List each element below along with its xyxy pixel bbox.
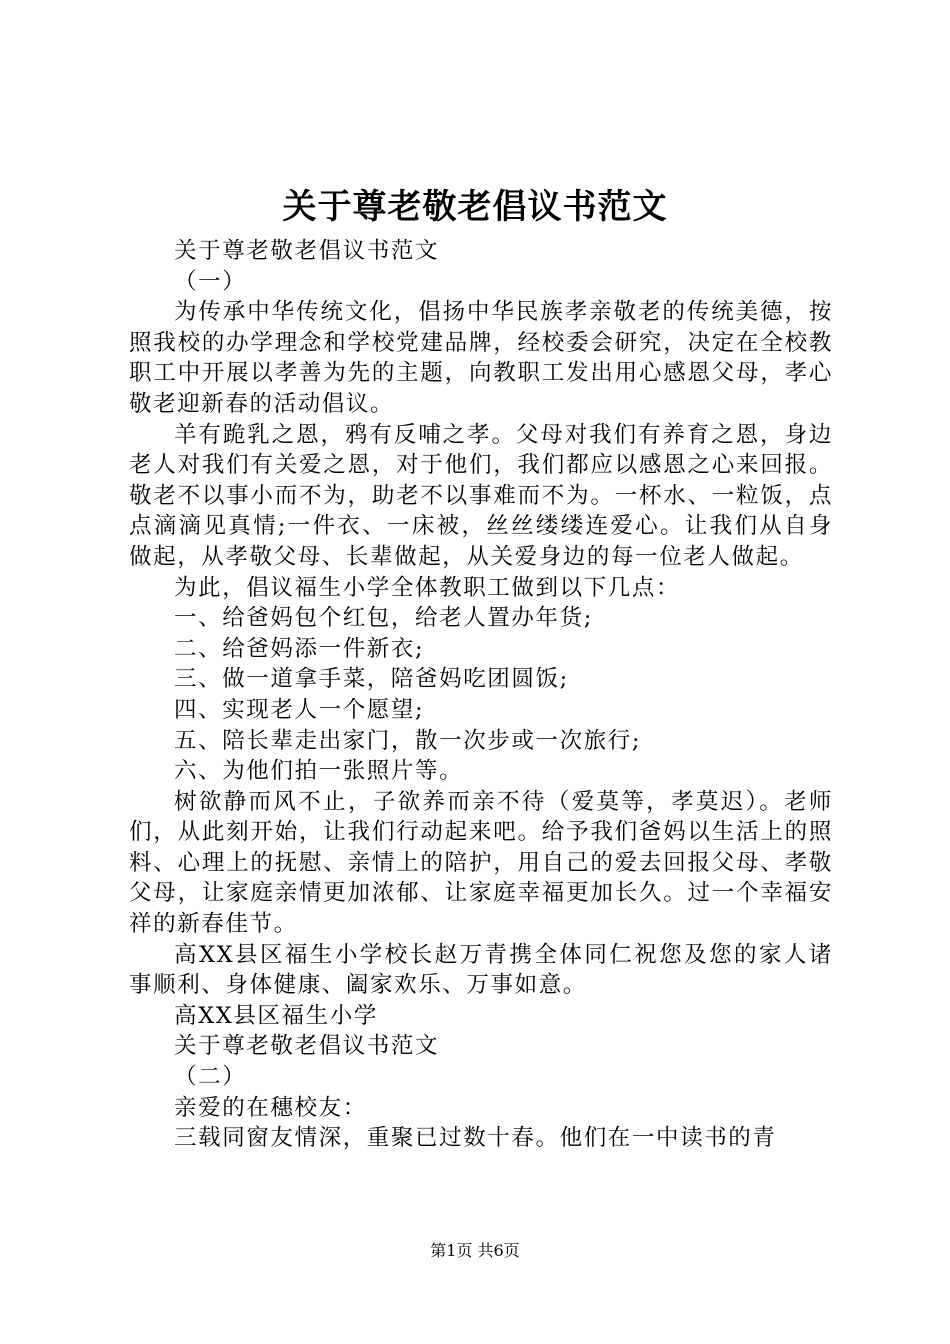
document-title: 关于尊老敬老倡议书范文 [282, 187, 668, 227]
paragraph-subtitle-1: 关于尊老敬老倡议书范文 [174, 238, 440, 264]
paragraph-blessing: 高XX县区福生小学校长赵万青携全体同仁祝您及您的家人诸事顺利、身体健康、阖家欢乐、万事如意。 [129, 941, 833, 999]
list-item: 一、给爸妈包个红包，给老人置办年货; [174, 605, 593, 632]
paragraph-letter-start: 三载同窗友情深，重聚已过数十春。他们在一中读书的青 [174, 1125, 777, 1152]
paragraph-salutation: 亲爱的在穗校友： [174, 1094, 367, 1121]
paragraph-gratitude: 羊有跪乳之恩，鸦有反哺之孝。父母对我们有养育之恩，身边老人对我们有关爱之恩，对于他们，我们都应以感恩之心来回报。敬老不以事小而不为，助老不以事难而不为。一杯水、一粒饭，点点滴滴见真情;一件衣、一床被，丝丝缕缕连爱心。让我们从自身做起，从孝敬父母、长辈做起，从关爱身边的每一位老人做起。 [129, 421, 833, 570]
list-item: 三、做一道拿手菜，陪爸妈吃团圆饭; [174, 666, 569, 693]
paragraph-signature: 高XX县区福生小学 [174, 1002, 378, 1029]
document-body [129, 236, 833, 1154]
paragraph-proposal: 为此，倡议福生小学全体教职工做到以下几点： [174, 574, 681, 601]
list-item: 六、为他们拍一张照片等。 [174, 758, 464, 785]
page-footer: 第1页 共6页 [430, 1241, 520, 1260]
list-item: 五、陪长辈走出家门，散一次步或一次旅行; [174, 727, 642, 754]
list-item: 二、给爸妈添一件新衣; [174, 635, 425, 662]
paragraph-call-to-action: 树欲静而风不止，子欲养而亲不待（爱莫等，孝莫迟）。老师们，从此刻开始，让我们行动起来吧。给予我们爸妈以生活上的照料、心理上的抚慰、亲情上的陪护，用自己的爱去回报父母、孝敬父母，让家庭亲情更加浓郁、让家庭幸福更加长久。过一个幸福安祥的新春佳节。 [129, 788, 833, 938]
paragraph-intro: 为传承中华传统文化，倡扬中华民族孝亲敬老的传统美德，按照我校的办学理念和学校党建品牌，经校委会研究，决定在全校教职工中开展以孝善为先的主题，向教职工发出用心感恩父母，孝心敬老迎新春的活动倡议。 [129, 299, 833, 417]
paragraph-section-1: （一） [174, 268, 247, 295]
list-item: 四、实现老人一个愿望; [174, 696, 425, 723]
paragraph-section-2: （二） [174, 1064, 247, 1091]
paragraph-subtitle-2: 关于尊老敬老倡议书范文 [174, 1033, 440, 1060]
